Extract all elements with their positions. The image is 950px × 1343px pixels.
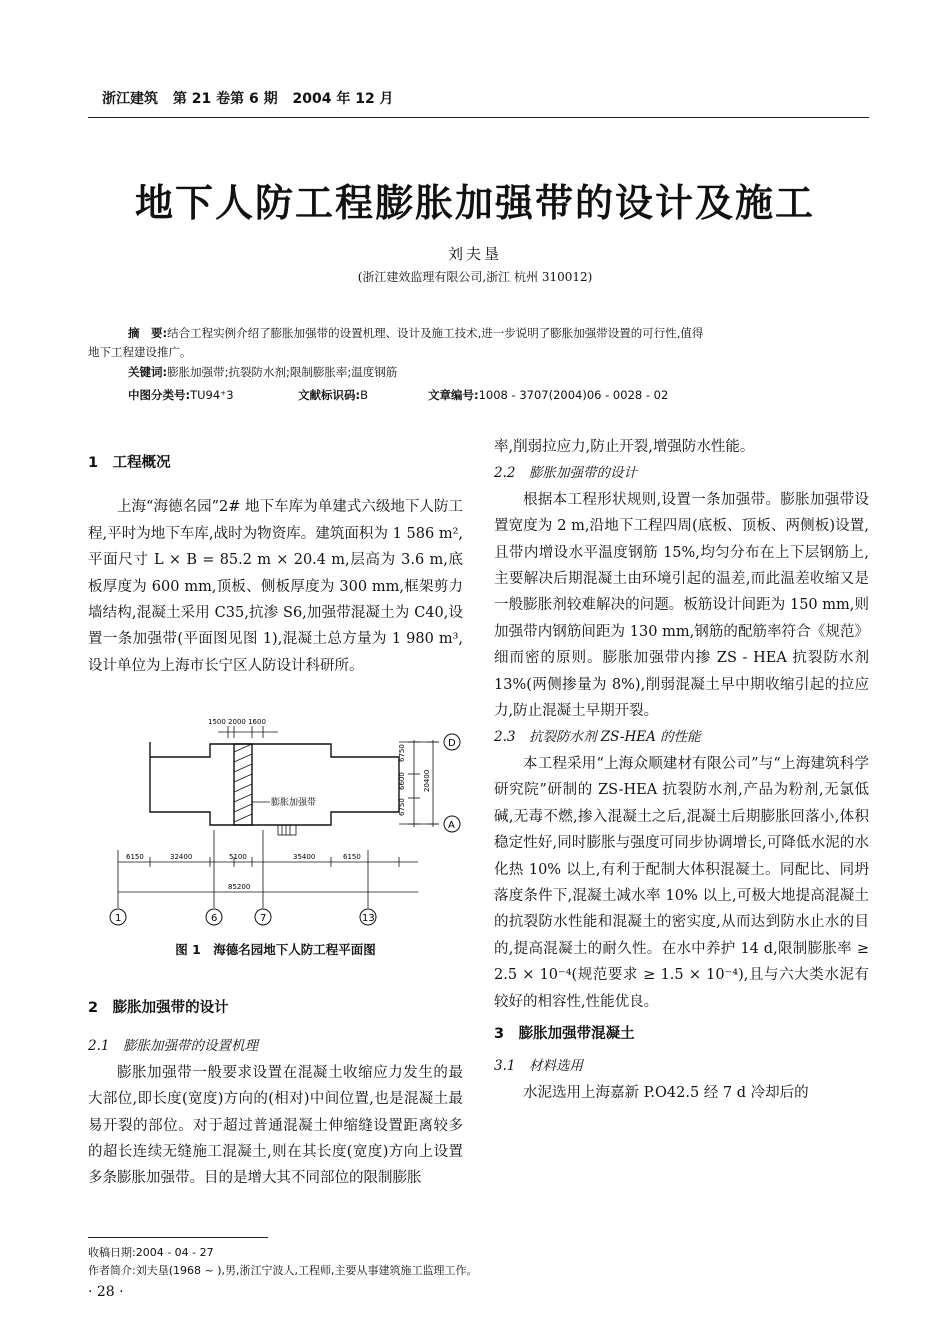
keywords: [128, 364, 397, 380]
keywords-label: 关键词:: [128, 365, 168, 379]
axis-1: 1: [115, 913, 122, 924]
bottom-dim-4: 35400: [293, 853, 316, 861]
bottom-dim-5: 6150: [343, 853, 361, 861]
section-3-1-para: 水泥选用上海嘉新 P.O42.5 经 7 d 冷却后的: [523, 1084, 809, 1101]
section-2-1-para: 膨胀加强带一般要求设置在混凝土收缩应力发生的最大部位,即长度(宽度)方向的(相对)中间位置,也是混凝土最易开裂的部位。对于超过普通混凝土伸缩缝设置距离较多的超长连续无缝施工混凝土,则在其长度(宽度)方向上设置多条膨胀加强带。目的是增大其不同部位的限制膨胀: [88, 1064, 463, 1187]
classification: [128, 387, 668, 403]
journal-name: 浙江建筑: [102, 91, 158, 107]
abstract-label: 摘 要:: [128, 326, 168, 340]
axis-7: 7: [260, 913, 267, 924]
continued-text: 率,削弱拉应力,防止开裂,增强防水性能。: [494, 439, 755, 455]
axis-label-D: D: [448, 738, 456, 749]
building-outline: [150, 742, 399, 825]
section-2-2-title: 2.2 膨胀加强带的设计: [494, 465, 637, 482]
section-1-para: 上海“海德名园”2# 地下车库为单建式六级地下人防工程,平时为地下车库,战时为物资库。建筑面积为 1 586 m²,平面尺寸 L × B = 85.2 m × 20.4 m,层高为 3.6 m,底板厚度为 600 mm,顶板、侧板厚度为 300 mm,框架剪力墙结构,混凝土采用 C35,抗渗 S6,加强带混凝土为 C40,设置一条加强带(平面图见图 1),混凝土总方量为 1 980 m³,设计单位为上海市长宁区人防设计科研所。: [88, 499, 463, 674]
journal-date: 2004 年 12 月: [292, 91, 394, 107]
received-date: 收稿日期:2004 - 04 - 27: [88, 1246, 214, 1259]
affiliation: (浙江建效监理有限公司,浙江 杭州 310012): [357, 270, 593, 284]
right-dim-1: 6750: [398, 744, 406, 762]
left-column: [88, 450, 463, 679]
doc-code: B: [360, 388, 368, 402]
section-2-2-para: 根据本工程形状规则,设置一条加强带。膨胀加强带设置宽度为 2 m,沿地下工程四周(底板、顶板、两侧板)设置,且带内增设水平温度钢筋 15%,均匀分布在上下层钢筋上,主要解决后期混凝土由环境引起的温差,而此温差收缩又是一般膨胀剂较难解决的问题。板筋设计间距为 150 mm,则加强带内钢筋间距为 130 mm,钢筋的配筋率符合《规范》细而密的原则。膨胀加强带内掺 ZS - HEA 抗裂防水剂 13%(两侧掺量为 8%),削弱混凝土早中期收缩引起的拉应力,防止混凝土早期开裂。: [494, 491, 869, 720]
total-width: 85200: [228, 883, 251, 891]
section-2-1-title: 2.1 膨胀加强带的设置机理: [88, 1038, 258, 1055]
right-column: [494, 434, 869, 1106]
axis-6: 6: [211, 913, 218, 924]
bottom-dim-3: 5100: [229, 853, 247, 861]
keywords-text: 膨胀加强带;抗裂防水剂;限制膨胀率;温度钢筋: [167, 365, 398, 379]
section-3-1-title: 3.1 材料选用: [494, 1058, 583, 1075]
footnote-rule: [88, 1237, 268, 1238]
right-dim-2: 6600: [398, 772, 406, 790]
section-3-title: 3 膨胀加强带混凝土: [494, 1025, 635, 1042]
section-2-3-title: 2.3 抗裂防水剂 ZS-HEA 的性能: [494, 729, 701, 746]
figure-caption: 图 1 海德名园地下人防工程平面图: [175, 942, 376, 957]
paper-title: 地下人防工程膨胀加强带的设计及施工: [134, 181, 815, 225]
author: 刘夫垦: [447, 245, 502, 263]
band-label: 膨胀加强带: [271, 798, 317, 808]
journal-volume: 第 21 卷第 6 期: [172, 91, 278, 107]
bottom-dim-1: 6150: [126, 853, 144, 861]
doc-label: 文献标识码:: [298, 388, 361, 402]
author-bio: 作者简介:刘夫垦(1968 ~ ),男,浙江宁波人,工程师,主要从事建筑施工监理工作。: [88, 1264, 478, 1277]
clc-label: 中图分类号:: [128, 388, 191, 402]
abstract-text-cont: 地下工程建设推广。: [88, 345, 192, 359]
article-number: 1008 - 3707(2004)06 - 0028 - 02: [478, 388, 669, 402]
total-height: 20400: [423, 769, 431, 792]
axis-label-A: A: [448, 820, 455, 831]
abstract-text: 结合工程实例介绍了膨胀加强带的设置机理、设计及施工技术,进一步说明了膨胀加强带设置的可行性,值得: [167, 326, 704, 340]
section-2-title: 2 膨胀加强带的设计: [88, 1000, 229, 1016]
page-number: · 28 ·: [88, 1284, 124, 1300]
bottom-dim-2: 32400: [170, 853, 193, 861]
axis-13: 13: [362, 913, 375, 924]
clc-code: TU94⁺3: [190, 388, 234, 402]
left-column-lower: [88, 995, 463, 1192]
section-2-3-para: 本工程采用“上海众顺建材有限公司”与“上海建筑科学研究院”研制的 ZS-HEA 抗裂防水剂,产品为粉剂,无氯低碱,无毒不燃,掺入混凝土之后,混凝土后期膨胀回落小,体积稳定性好,同时膨胀与强度可同步协调增长,可降低水泥的水化热 10% 以上,有利于配制大体积混凝土。同配比、同坍落度条件下,混凝土减水率 10% 以上,可极大地提高混凝土的抗裂防水性能和混凝土的密实度,从而达到防水止水的目的,提高混凝土的耐久性。在水中养护 14 d,限制膨胀率 ≥ 2.5 × 10⁻⁴(规范要求 ≥ 1.5 × 10⁻⁴),且与六大类水泥有较好的相容性,性能优良。: [494, 755, 869, 1010]
right-dim-3: 6750: [398, 798, 406, 816]
running-header: [102, 88, 404, 108]
top-dims: 1500 2000 1600: [208, 718, 266, 726]
article-label: 文章编号:: [428, 388, 479, 402]
abstract: [128, 322, 853, 344]
header-rule: [88, 117, 869, 118]
floor-plan-figure: [88, 712, 463, 932]
section-1-title: 1 工程概况: [88, 455, 171, 471]
expansion-band: [234, 744, 252, 825]
